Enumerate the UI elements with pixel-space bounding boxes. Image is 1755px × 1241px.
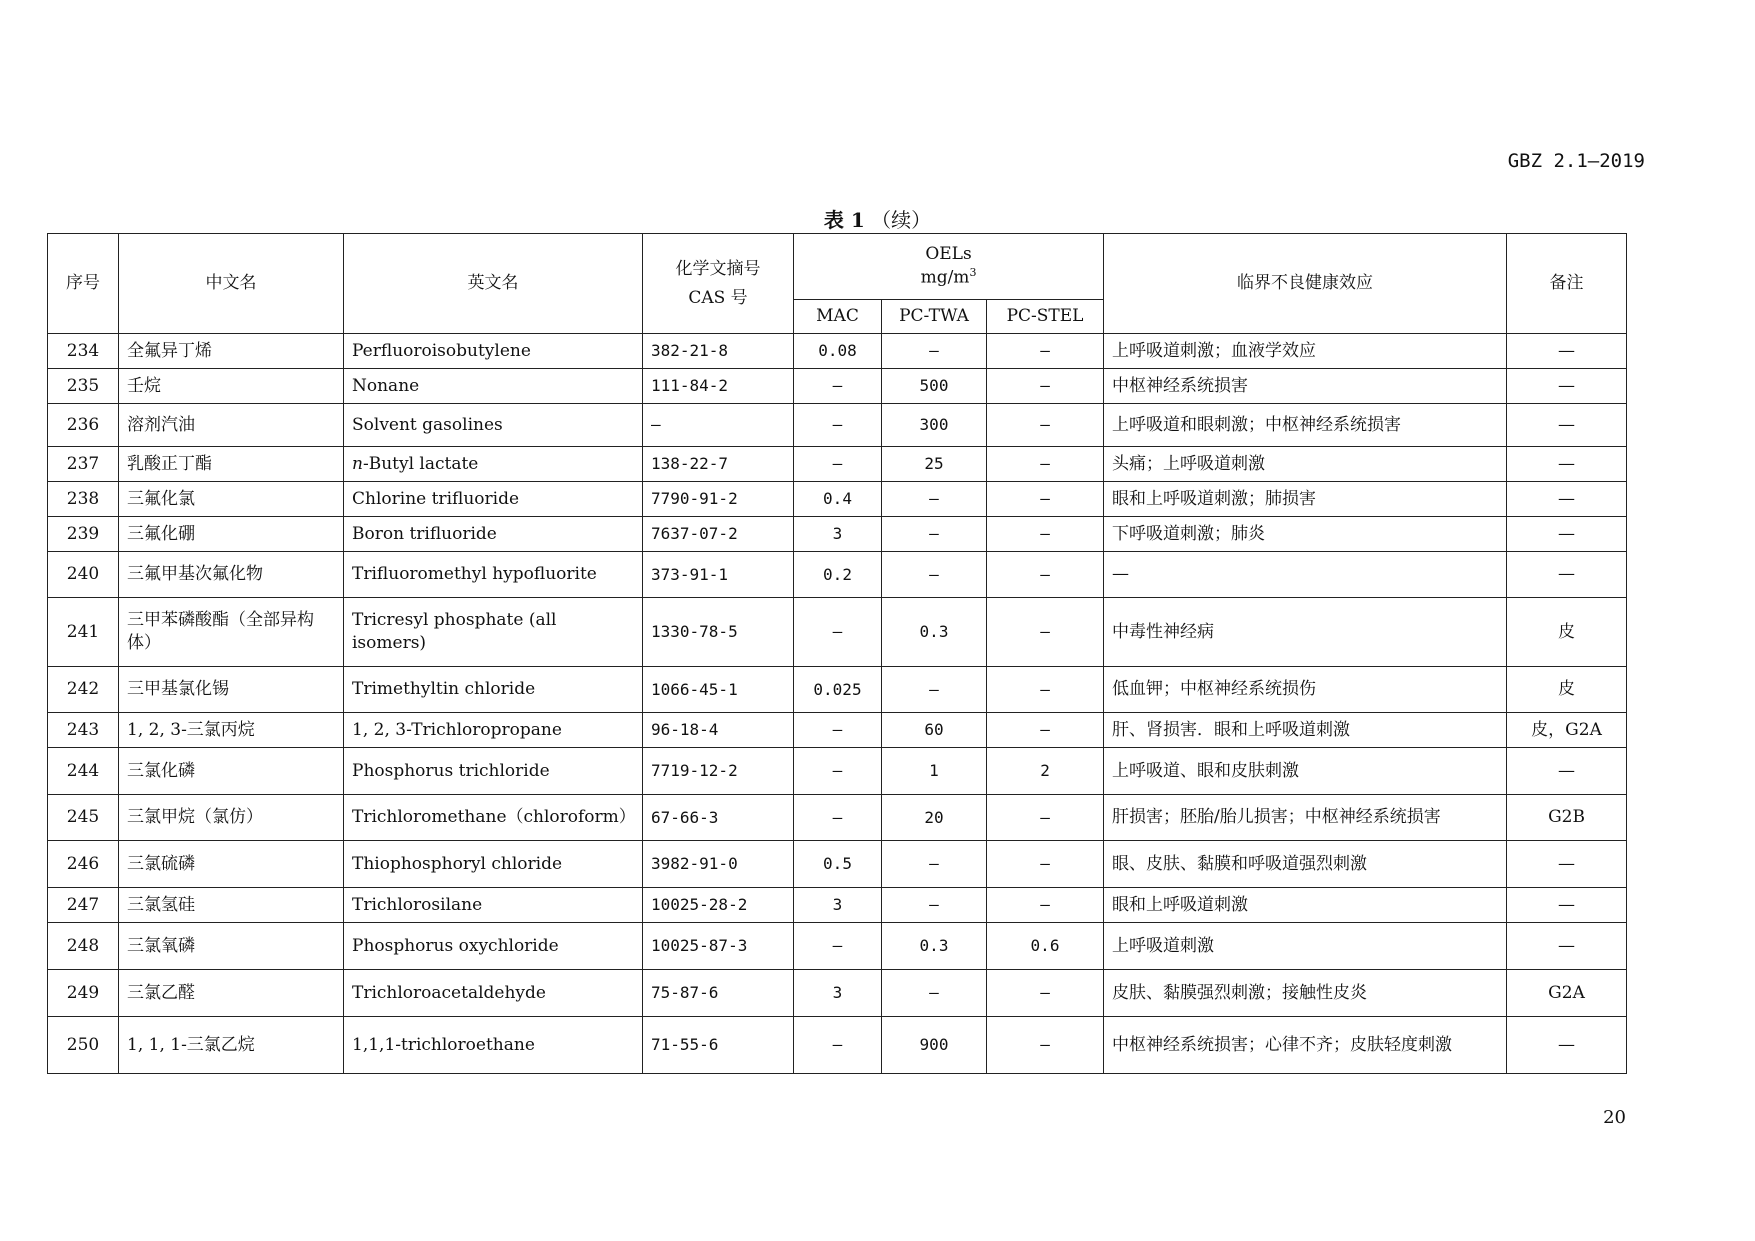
cell-serial: 238	[48, 482, 119, 517]
cell-remark: —	[1507, 888, 1627, 923]
cell-en-name: Perfluoroisobutylene	[344, 334, 643, 369]
header-unit	[802, 266, 1095, 290]
cell-pctwa: 0.3	[882, 598, 987, 667]
cell-remark: —	[1507, 482, 1627, 517]
cell-remark: —	[1507, 841, 1627, 888]
cell-cn-name: 三甲苯磷酸酯（全部异构体）	[119, 598, 344, 667]
cell-en-name: Trifluoromethyl hypofluorite	[344, 552, 643, 598]
cell-effect: 肝、肾损害．眼和上呼吸道刺激	[1104, 713, 1507, 748]
cell-en-name: Phosphorus oxychloride	[344, 923, 643, 970]
cell-mac: —	[794, 404, 882, 447]
table-row	[48, 888, 1627, 923]
cell-mac: —	[794, 598, 882, 667]
cell-serial: 240	[48, 552, 119, 598]
cell-en-name: Trichlorosilane	[344, 888, 643, 923]
cell-cas: 111-84-2	[643, 369, 794, 404]
cell-en-name: Solvent gasolines	[344, 404, 643, 447]
cell-effect: 中枢神经系统损害	[1104, 369, 1507, 404]
cell-cn-name: 三氟化硼	[119, 517, 344, 552]
table-row	[48, 552, 1627, 598]
cell-mac: —	[794, 795, 882, 841]
cell-pcstel: —	[987, 713, 1104, 748]
cell-cn-name: 壬烷	[119, 369, 344, 404]
cell-cas: 7719-12-2	[643, 748, 794, 795]
header-en-name: 英文名	[344, 234, 643, 334]
cell-pctwa: —	[882, 667, 987, 713]
cell-cas: 3982-91-0	[643, 841, 794, 888]
cell-pcstel: 2	[987, 748, 1104, 795]
header-mac: MAC	[794, 300, 882, 334]
cell-cn-name: 三氯硫磷	[119, 841, 344, 888]
cell-pctwa: 900	[882, 1017, 987, 1074]
cell-pcstel: —	[987, 888, 1104, 923]
cell-serial: 250	[48, 1017, 119, 1074]
cell-remark: —	[1507, 1017, 1627, 1074]
cell-pctwa: 60	[882, 713, 987, 748]
cell-en-name-prefix: n	[352, 453, 363, 474]
table-row	[48, 841, 1627, 888]
header-unit-base: mg/m	[920, 267, 970, 288]
cell-pctwa: 300	[882, 404, 987, 447]
table-row	[48, 482, 1627, 517]
cell-cn-name: 1, 2, 3-三氯丙烷	[119, 713, 344, 748]
cell-pctwa: —	[882, 482, 987, 517]
table-row	[48, 517, 1627, 552]
table-label: 表 1	[823, 208, 865, 232]
cell-en-name: Phosphorus trichloride	[344, 748, 643, 795]
cell-serial: 234	[48, 334, 119, 369]
cell-pcstel: —	[987, 447, 1104, 482]
cell-mac: —	[794, 447, 882, 482]
cell-remark: G2B	[1507, 795, 1627, 841]
cell-effect: 上呼吸道刺激	[1104, 923, 1507, 970]
cell-cn-name: 溶剂汽油	[119, 404, 344, 447]
cell-cas: 75-87-6	[643, 970, 794, 1017]
cell-mac: —	[794, 748, 882, 795]
cell-effect: 眼和上呼吸道刺激	[1104, 888, 1507, 923]
cell-cas: 7790-91-2	[643, 482, 794, 517]
cell-effect: 眼、皮肤、黏膜和呼吸道强烈刺激	[1104, 841, 1507, 888]
document-code: GBZ 2.1—2019	[1507, 150, 1645, 172]
cell-pcstel: —	[987, 598, 1104, 667]
cell-mac: —	[794, 369, 882, 404]
cell-en-name	[344, 447, 643, 482]
cell-cas: 67-66-3	[643, 795, 794, 841]
table-caption	[0, 204, 1755, 233]
cell-cas: —	[643, 404, 794, 447]
table-row	[48, 713, 1627, 748]
header-oels-label: OELs	[925, 244, 972, 265]
header-pctwa: PC-TWA	[882, 300, 987, 334]
table-row	[48, 369, 1627, 404]
oel-table	[47, 233, 1627, 1074]
cell-effect: 皮肤、黏膜强烈刺激；接触性皮炎	[1104, 970, 1507, 1017]
cell-remark: —	[1507, 923, 1627, 970]
cell-pcstel: —	[987, 970, 1104, 1017]
cell-remark: —	[1507, 748, 1627, 795]
cell-pcstel: —	[987, 667, 1104, 713]
cell-effect: 下呼吸道刺激；肺炎	[1104, 517, 1507, 552]
cell-cn-name: 全氟异丁烯	[119, 334, 344, 369]
cell-serial: 248	[48, 923, 119, 970]
cell-serial: 241	[48, 598, 119, 667]
cell-en-name: Thiophosphoryl chloride	[344, 841, 643, 888]
cell-remark: —	[1507, 404, 1627, 447]
cell-pcstel: —	[987, 552, 1104, 598]
cell-mac: 0.4	[794, 482, 882, 517]
header-serial: 序号	[48, 234, 119, 334]
cell-cas: 382-21-8	[643, 334, 794, 369]
table-row	[48, 795, 1627, 841]
page-number: 20	[1603, 1107, 1626, 1128]
cell-effect: —	[1104, 552, 1507, 598]
cell-cas: 10025-87-3	[643, 923, 794, 970]
cell-cn-name: 三氯氧磷	[119, 923, 344, 970]
cell-cn-name: 三氯化磷	[119, 748, 344, 795]
cell-effect: 中枢神经系统损害；心律不齐；皮肤轻度刺激	[1104, 1017, 1507, 1074]
table-row	[48, 1017, 1627, 1074]
cell-mac: —	[794, 1017, 882, 1074]
table-row	[48, 748, 1627, 795]
cell-cn-name: 三氯氢硅	[119, 888, 344, 923]
cell-pctwa: 0.3	[882, 923, 987, 970]
cell-remark: —	[1507, 447, 1627, 482]
cell-effect: 低血钾；中枢神经系统损伤	[1104, 667, 1507, 713]
cell-effect: 眼和上呼吸道刺激；肺损害	[1104, 482, 1507, 517]
cell-pcstel: —	[987, 1017, 1104, 1074]
cell-remark: —	[1507, 369, 1627, 404]
cell-remark: 皮，G2A	[1507, 713, 1627, 748]
cell-pctwa: —	[882, 334, 987, 369]
cell-serial: 239	[48, 517, 119, 552]
cell-pcstel: 0.6	[987, 923, 1104, 970]
cell-en-name: Boron trifluoride	[344, 517, 643, 552]
cell-cas: 96-18-4	[643, 713, 794, 748]
cell-pctwa: —	[882, 517, 987, 552]
cell-serial: 247	[48, 888, 119, 923]
cell-pctwa: —	[882, 970, 987, 1017]
header-unit-exp: 3	[969, 266, 977, 280]
cell-mac: 3	[794, 517, 882, 552]
cell-cas: 1066-45-1	[643, 667, 794, 713]
cell-pcstel: —	[987, 517, 1104, 552]
cell-remark: —	[1507, 552, 1627, 598]
cell-effect: 上呼吸道和眼刺激；中枢神经系统损害	[1104, 404, 1507, 447]
cell-serial: 246	[48, 841, 119, 888]
cell-serial: 235	[48, 369, 119, 404]
cell-effect: 上呼吸道、眼和皮肤刺激	[1104, 748, 1507, 795]
cell-pctwa: 25	[882, 447, 987, 482]
cell-cas: 7637-07-2	[643, 517, 794, 552]
table-row	[48, 404, 1627, 447]
cell-pctwa: 1	[882, 748, 987, 795]
header-pcstel: PC-STEL	[987, 300, 1104, 334]
cell-pcstel: —	[987, 334, 1104, 369]
table-row	[48, 923, 1627, 970]
table-continued: （续）	[871, 208, 932, 232]
cell-remark: 皮	[1507, 598, 1627, 667]
cell-mac: —	[794, 923, 882, 970]
cell-effect: 中毒性神经病	[1104, 598, 1507, 667]
cell-cn-name: 三甲基氯化锡	[119, 667, 344, 713]
header-cas-line2: CAS 号	[688, 287, 748, 308]
table-row	[48, 667, 1627, 713]
table-row	[48, 334, 1627, 369]
cell-remark: —	[1507, 517, 1627, 552]
cell-mac: 0.2	[794, 552, 882, 598]
header-oels	[794, 234, 1104, 300]
cell-serial: 244	[48, 748, 119, 795]
table-row	[48, 447, 1627, 482]
cell-remark: G2A	[1507, 970, 1627, 1017]
cell-cn-name: 1, 1, 1-三氯乙烷	[119, 1017, 344, 1074]
header-cn-name: 中文名	[119, 234, 344, 334]
cell-en-name: 1, 2, 3-Trichloropropane	[344, 713, 643, 748]
cell-cn-name: 三氯甲烷（氯仿）	[119, 795, 344, 841]
table-row	[48, 598, 1627, 667]
cell-en-name: Trimethyltin chloride	[344, 667, 643, 713]
cell-en-name: Nonane	[344, 369, 643, 404]
cell-en-name: Trichloroacetaldehyde	[344, 970, 643, 1017]
cell-serial: 245	[48, 795, 119, 841]
cell-effect: 肝损害；胚胎/胎儿损害；中枢神经系统损害	[1104, 795, 1507, 841]
cell-en-name: Trichloromethane（chloroform）	[344, 795, 643, 841]
cell-pctwa: —	[882, 888, 987, 923]
cell-remark: —	[1507, 334, 1627, 369]
cell-cas: 373-91-1	[643, 552, 794, 598]
cell-serial: 242	[48, 667, 119, 713]
cell-mac: —	[794, 713, 882, 748]
cell-effect: 上呼吸道刺激；血液学效应	[1104, 334, 1507, 369]
header-remark: 备注	[1507, 234, 1627, 334]
cell-mac: 3	[794, 970, 882, 1017]
cell-remark: 皮	[1507, 667, 1627, 713]
cell-pctwa: —	[882, 841, 987, 888]
cell-en-name: Tricresyl phosphate (all isomers)	[344, 598, 643, 667]
cell-pctwa: 500	[882, 369, 987, 404]
cell-serial: 237	[48, 447, 119, 482]
cell-serial: 249	[48, 970, 119, 1017]
cell-serial: 236	[48, 404, 119, 447]
header-effect: 临界不良健康效应	[1104, 234, 1507, 334]
cell-mac: 0.08	[794, 334, 882, 369]
cell-cas: 71-55-6	[643, 1017, 794, 1074]
cell-cn-name: 三氯乙醛	[119, 970, 344, 1017]
cell-cas: 10025-28-2	[643, 888, 794, 923]
cell-cn-name: 三氟化氯	[119, 482, 344, 517]
cell-mac: 3	[794, 888, 882, 923]
cell-pctwa: 20	[882, 795, 987, 841]
header-cas	[643, 234, 794, 334]
cell-pcstel: —	[987, 795, 1104, 841]
cell-effect: 头痛；上呼吸道刺激	[1104, 447, 1507, 482]
cell-pcstel: —	[987, 369, 1104, 404]
cell-en-name-text: -Butyl lactate	[362, 453, 479, 474]
header-cas-line1: 化学文摘号	[675, 258, 761, 279]
table-row	[48, 970, 1627, 1017]
cell-mac: 0.5	[794, 841, 882, 888]
cell-pcstel: —	[987, 841, 1104, 888]
table-body	[48, 334, 1627, 1074]
cell-pctwa: —	[882, 552, 987, 598]
cell-mac: 0.025	[794, 667, 882, 713]
cell-en-name: Chlorine trifluoride	[344, 482, 643, 517]
cell-pcstel: —	[987, 482, 1104, 517]
cell-pcstel: —	[987, 404, 1104, 447]
cell-cas: 1330-78-5	[643, 598, 794, 667]
cell-serial: 243	[48, 713, 119, 748]
cell-en-name: 1,1,1-trichloroethane	[344, 1017, 643, 1074]
cell-cas: 138-22-7	[643, 447, 794, 482]
cell-cn-name: 乳酸正丁酯	[119, 447, 344, 482]
cell-cn-name: 三氟甲基次氟化物	[119, 552, 344, 598]
